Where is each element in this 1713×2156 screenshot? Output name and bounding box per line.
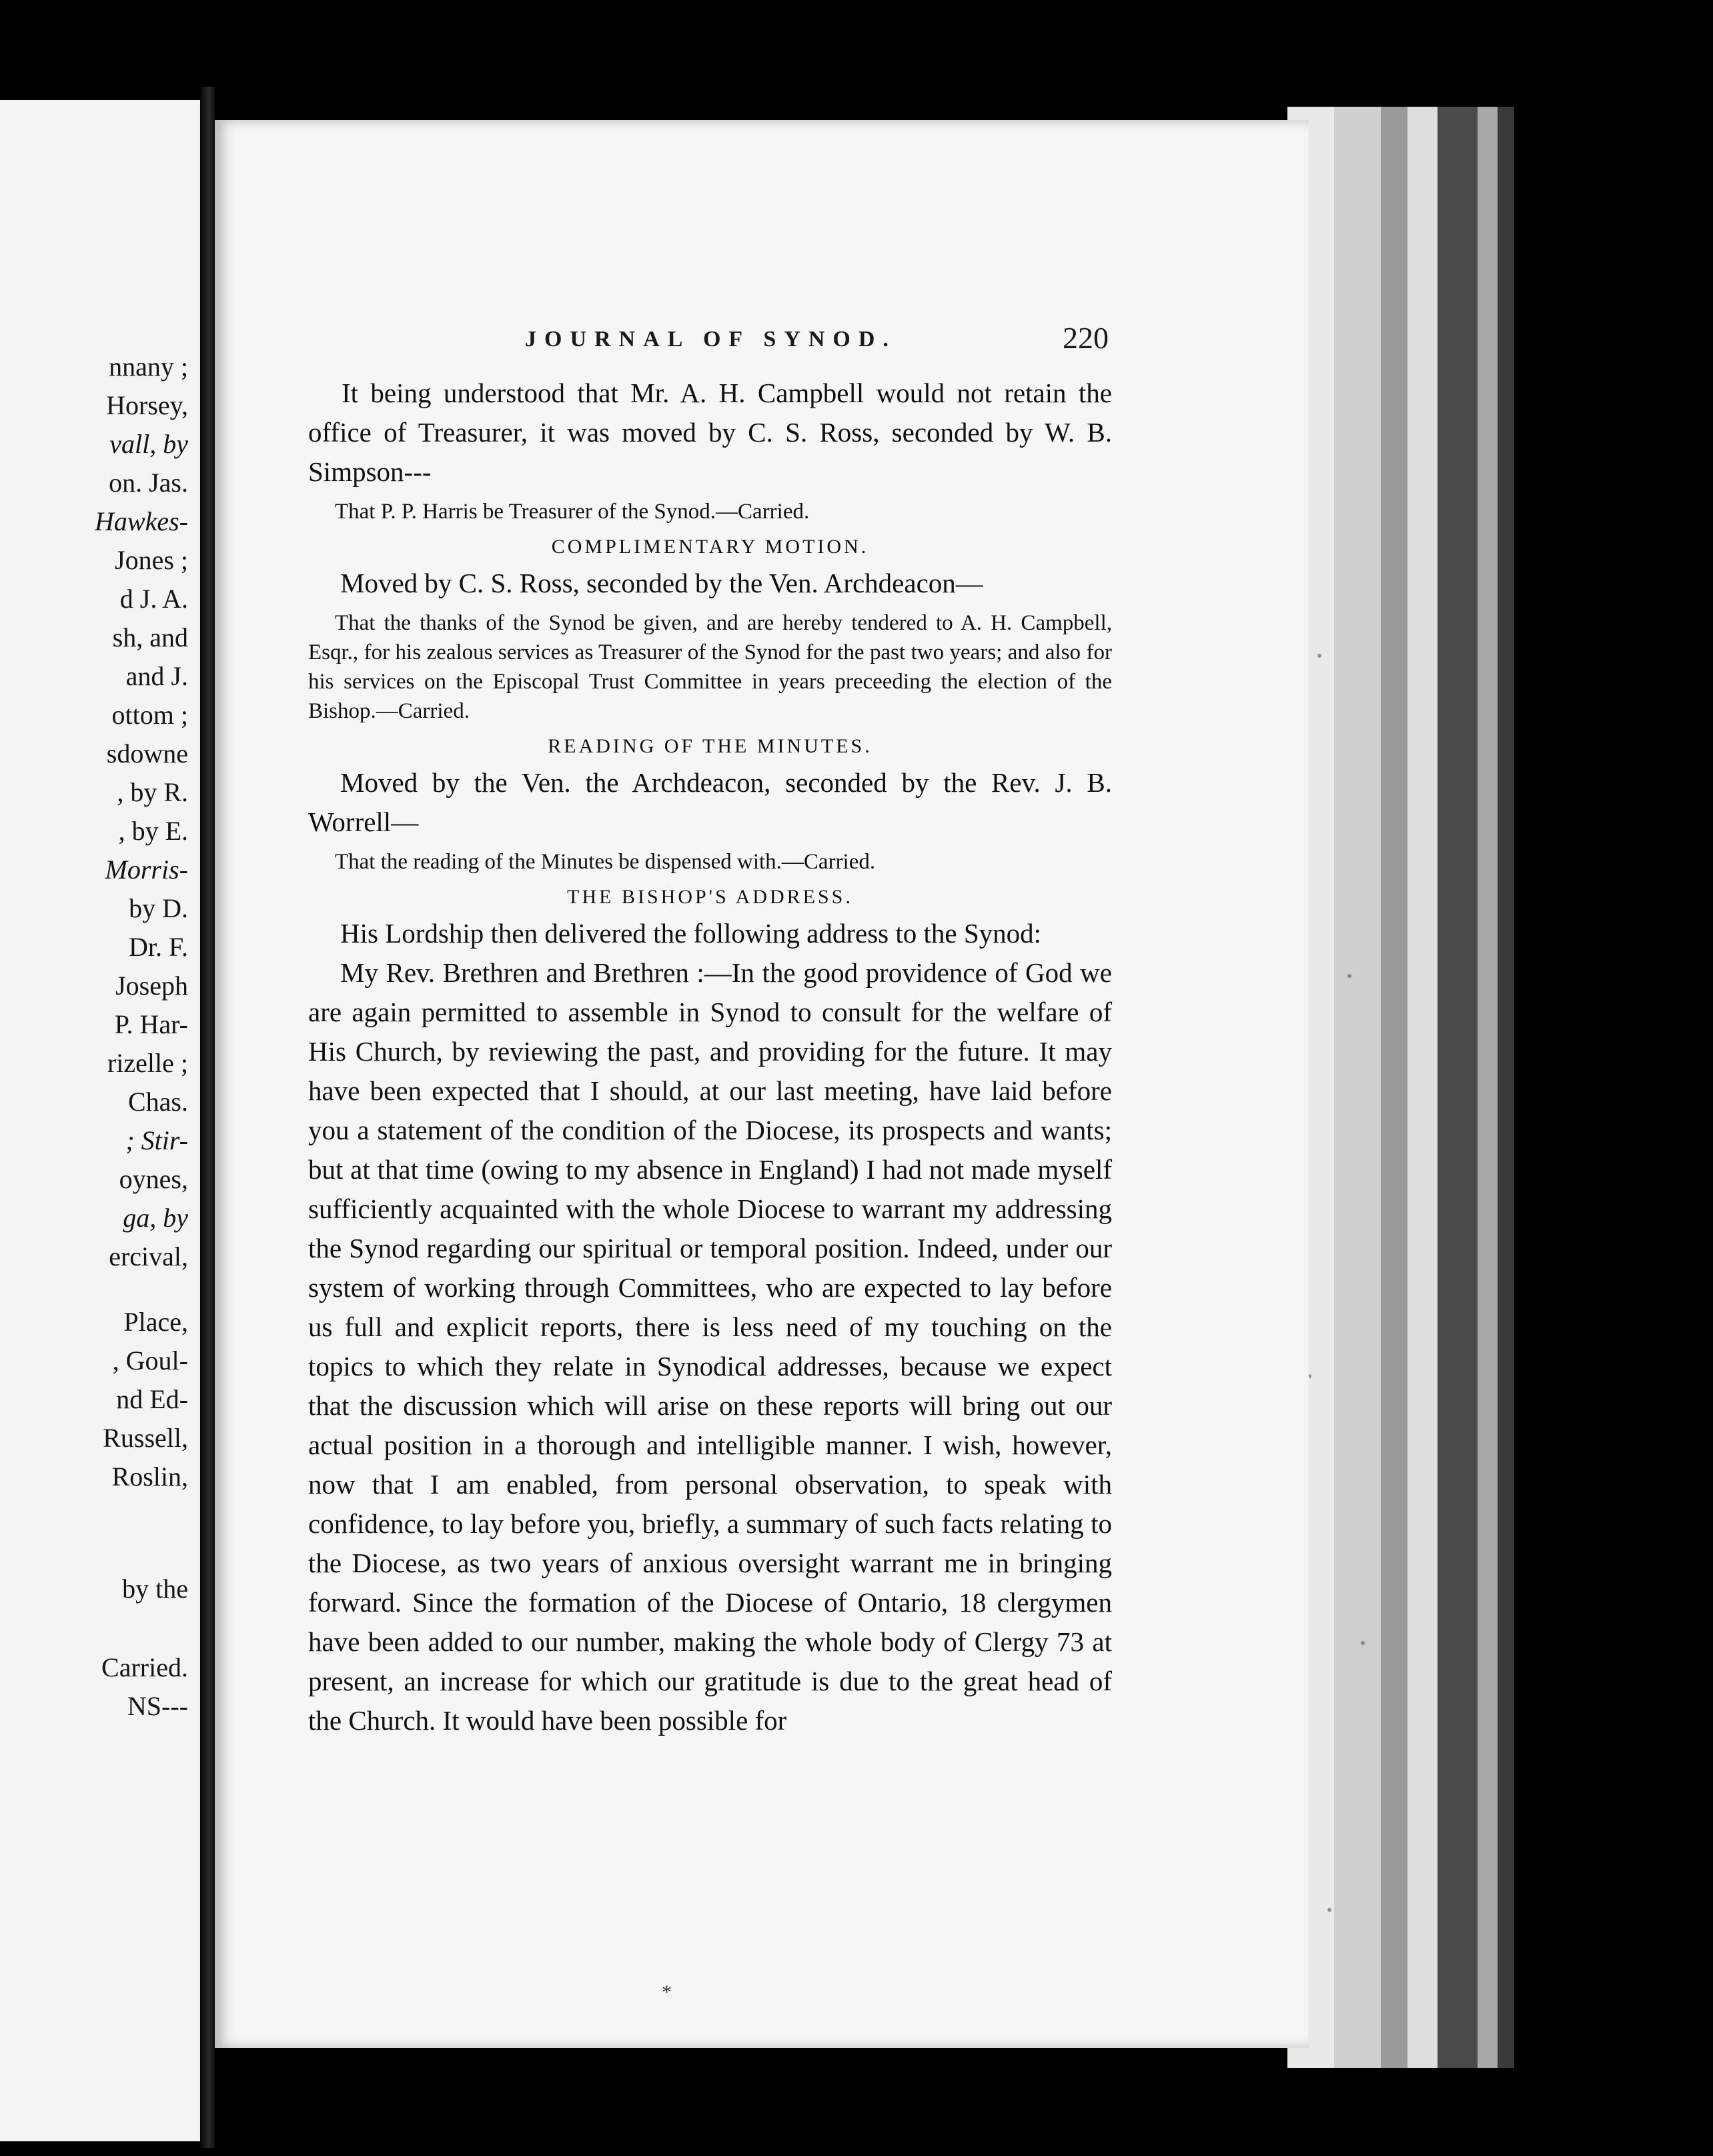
left-page-line-fragment: , Goul-	[112, 1345, 188, 1376]
left-page-line-fragment: nnany ;	[109, 352, 188, 382]
heading-reading-minutes: READING OF THE MINUTES.	[548, 735, 873, 757]
left-page-line-fragment: Horsey,	[106, 390, 188, 420]
left-page-line-fragment: and J.	[125, 661, 188, 691]
left-page-line-fragment: rizelle ;	[107, 1048, 188, 1078]
left-page-line-fragment: Joseph	[115, 971, 188, 1001]
left-page-line-fragment: Chas.	[128, 1087, 188, 1117]
left-page-line-fragment: Roslin,	[111, 1462, 188, 1492]
left-page-line-fragment: P. Har-	[114, 1009, 188, 1039]
left-page-line-fragment: ottom ;	[111, 700, 188, 730]
paragraph-treasurer-motion: It being understood that Mr. A. H. Campbell would not retain the office of Treasurer, it was moved by C. S. Ross, seconded by W. B. Simpson---	[308, 378, 1112, 487]
left-page-line-fragment: ercival,	[109, 1241, 188, 1271]
left-page-line-fragment: nd Ed-	[116, 1384, 188, 1414]
paragraph-bishops-address: My Rev. Brethren and Brethren :—In the good providence of God we are again permitted to assemble in Synod to consult for the welfare of His Church, by reviewing the past, and providing for the future. It may have been expected that I should, at our last meeting, have laid before you a statement of the condition of the Diocese, its prospects and wants; but at that time (owing to my absence in England) I had not made myself sufficiently acquainted with the whole Diocese to warrant my addressing the Synod regarding our spiritual or temporal position. Indeed, under our system of working through Committees, who are expected to lay before us full and explicit reports, there is less need of my touching on the topics to which they relate in Synodical addresses, because we expect that the discussion which will arise on these reports will bring out our actual position in a thorough and intelligible manner. I wish, however, now that I am enabled, from personal observation, to speak with confidence, to lay before you, briefly, a summary of such facts relating to the Diocese, as two years of anxious oversight warrant me in bringing forward. Since the formation of the Diocese of Ontario, 18 clergymen have been added to our number, making the whole body of Clergy 73 at present, an increase for which our gratitude is due to the great head of the Church. It would have been possible for	[308, 957, 1112, 1736]
page-fore-edges	[1287, 107, 1541, 2068]
foxing-speck	[1317, 654, 1321, 658]
page-edge	[1498, 107, 1514, 2068]
foxing-speck	[1327, 1908, 1331, 1912]
left-page-line-fragment: ; Stir-	[125, 1125, 188, 1155]
resolution-treasurer: That P. P. Harris be Treasurer of the Synod.—Carried.	[335, 500, 810, 524]
left-page-line-fragment: oynes,	[119, 1164, 188, 1194]
running-head	[215, 320, 1309, 360]
resolution-minutes: That the reading of the Minutes be dispensed with.—Carried.	[335, 850, 876, 874]
page-edge	[1381, 107, 1407, 2068]
heading-bishops-address: THE BISHOP'S ADDRESS.	[567, 886, 853, 908]
paragraph-minutes-motion: Moved by the Ven. the Archdeacon, seconded by the Rev. J. B. Worrell—	[308, 767, 1112, 837]
left-page-line-fragment: Hawkes-	[95, 506, 188, 536]
left-page-line-fragment: Dr. F.	[128, 932, 188, 962]
page-edge	[1407, 107, 1438, 2068]
page-edge	[1438, 107, 1478, 2068]
body-text	[308, 374, 1112, 1740]
left-page-line-fragment: by D.	[129, 893, 188, 923]
paragraph-complimentary-motion: Moved by C. S. Ross, seconded by the Ven. Archdeacon—	[340, 568, 983, 598]
scan-artifact	[1514, 0, 1528, 27]
foxing-speck	[1361, 1641, 1365, 1645]
resolution-thanks: That the thanks of the Synod be given, and are hereby tendered to A. H. Campbell, Esqr., for his zealous services as Treasurer of the Synod for the past two years; and also for his services on the Episcopal Trust Committee in years preceeding the election of the Bishop.—Carried.	[308, 611, 1112, 723]
left-page-line-fragment: by the	[122, 1574, 188, 1604]
scan-artifact	[1614, 1628, 1634, 1634]
left-page-line-fragment: Place,	[123, 1307, 188, 1337]
left-page-line-fragment: ga, by	[123, 1203, 188, 1233]
ink-mark: *	[662, 1981, 672, 2003]
left-page-line-fragment: Carried.	[101, 1652, 188, 1682]
page-edge	[1478, 107, 1498, 2068]
left-page-line-fragment: Jones ;	[115, 545, 188, 575]
left-page-line-fragment: sdowne	[106, 738, 188, 768]
left-page-line-fragment: Russell,	[103, 1423, 188, 1453]
page-number: 220	[1063, 321, 1109, 355]
heading-complimentary-motion: COMPLIMENTARY MOTION.	[551, 536, 869, 558]
left-page-line-fragment: , by R.	[117, 777, 188, 807]
left-page-line-fragment: Morris-	[105, 855, 188, 885]
page-edge	[1334, 107, 1381, 2068]
previous-page-fragment	[0, 100, 200, 2141]
book-gutter	[200, 87, 215, 2148]
running-title: JOURNAL OF SYNOD.	[525, 327, 897, 352]
left-page-line-fragment: sh, and	[112, 622, 188, 652]
journal-page	[215, 120, 1309, 2048]
left-page-line-fragment: vall, by	[109, 429, 188, 459]
left-page-line-fragment: d J. A.	[119, 584, 188, 614]
paragraph-address-intro: His Lordship then delivered the following address to the Synod:	[340, 918, 1042, 949]
left-page-line-fragment: NS---	[127, 1691, 188, 1721]
foxing-speck	[1347, 974, 1351, 978]
left-page-line-fragment: , by E.	[118, 816, 188, 846]
left-page-line-fragment: on. Jas.	[109, 468, 188, 498]
